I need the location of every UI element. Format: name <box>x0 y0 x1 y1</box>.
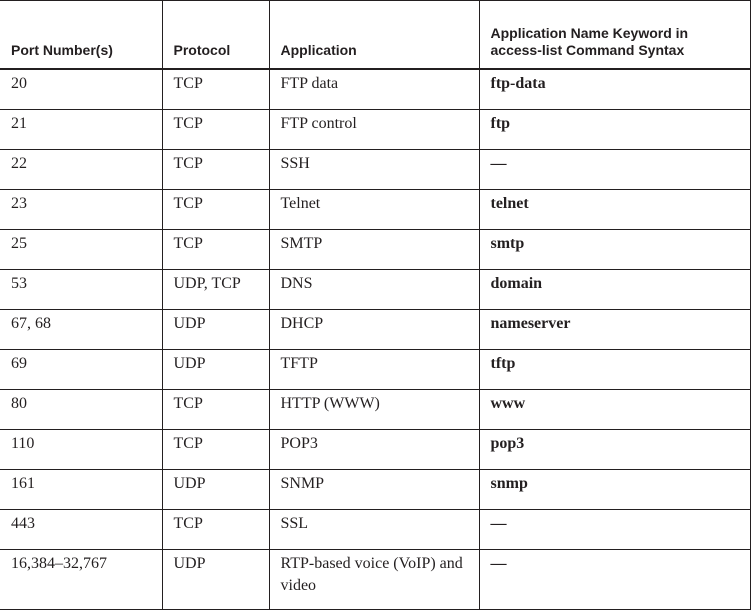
cell-protocol: TCP <box>162 150 269 190</box>
cell-keyword: smtp <box>479 230 750 270</box>
cell-port: 80 <box>0 390 162 430</box>
table-row <box>0 310 750 350</box>
table-row <box>0 350 750 390</box>
cell-port: 16,384–32,767 <box>0 550 162 610</box>
cell-application: POP3 <box>269 430 479 470</box>
cell-protocol: UDP <box>162 350 269 390</box>
cell-keyword: tftp <box>479 350 750 390</box>
cell-protocol: UDP <box>162 470 269 510</box>
table-row <box>0 110 750 150</box>
cell-application: Telnet <box>269 190 479 230</box>
table-body <box>0 69 750 610</box>
cell-keyword: www <box>479 390 750 430</box>
cell-protocol: TCP <box>162 430 269 470</box>
table-row <box>0 470 750 510</box>
cell-keyword: telnet <box>479 190 750 230</box>
cell-protocol: UDP, TCP <box>162 270 269 310</box>
table-row <box>0 230 750 270</box>
cell-application: SSL <box>269 510 479 550</box>
cell-protocol: TCP <box>162 230 269 270</box>
cell-keyword: snmp <box>479 470 750 510</box>
table-row <box>0 510 750 550</box>
cell-protocol: TCP <box>162 190 269 230</box>
cell-keyword: — <box>479 550 750 610</box>
cell-protocol: TCP <box>162 390 269 430</box>
table-header <box>0 1 750 70</box>
cell-application: SMTP <box>269 230 479 270</box>
cell-keyword: nameserver <box>479 310 750 350</box>
cell-application: TFTP <box>269 350 479 390</box>
cell-application: FTP control <box>269 110 479 150</box>
cell-protocol: TCP <box>162 110 269 150</box>
header-port-numbers: Port Number(s) <box>0 1 162 70</box>
cell-application: DHCP <box>269 310 479 350</box>
cell-port: 22 <box>0 150 162 190</box>
cell-port: 21 <box>0 110 162 150</box>
cell-application: SNMP <box>269 470 479 510</box>
table-row <box>0 150 750 190</box>
cell-protocol: TCP <box>162 69 269 110</box>
cell-keyword: pop3 <box>479 430 750 470</box>
cell-keyword: ftp-data <box>479 69 750 110</box>
cell-application: RTP-based voice (VoIP) and video <box>269 550 479 610</box>
cell-port: 23 <box>0 190 162 230</box>
cell-port: 161 <box>0 470 162 510</box>
header-protocol: Protocol <box>162 1 269 70</box>
header-row <box>0 1 750 70</box>
cell-protocol: UDP <box>162 310 269 350</box>
cell-application: HTTP (WWW) <box>269 390 479 430</box>
table-row <box>0 270 750 310</box>
table-row <box>0 190 750 230</box>
table-row <box>0 69 750 110</box>
cell-port: 443 <box>0 510 162 550</box>
table-row <box>0 430 750 470</box>
cell-keyword: — <box>479 510 750 550</box>
cell-port: 20 <box>0 69 162 110</box>
table-row <box>0 390 750 430</box>
cell-protocol: TCP <box>162 510 269 550</box>
cell-application: SSH <box>269 150 479 190</box>
cell-port: 25 <box>0 230 162 270</box>
cell-keyword: ftp <box>479 110 750 150</box>
cell-port: 69 <box>0 350 162 390</box>
cell-protocol: UDP <box>162 550 269 610</box>
header-application: Application <box>269 1 479 70</box>
cell-application: DNS <box>269 270 479 310</box>
table-row <box>0 550 750 610</box>
cell-port: 67, 68 <box>0 310 162 350</box>
header-keyword: Application Name Keyword in access-list Command Syntax <box>479 1 750 70</box>
cell-port: 110 <box>0 430 162 470</box>
cell-port: 53 <box>0 270 162 310</box>
cell-keyword: domain <box>479 270 750 310</box>
cell-application: FTP data <box>269 69 479 110</box>
cell-keyword: — <box>479 150 750 190</box>
